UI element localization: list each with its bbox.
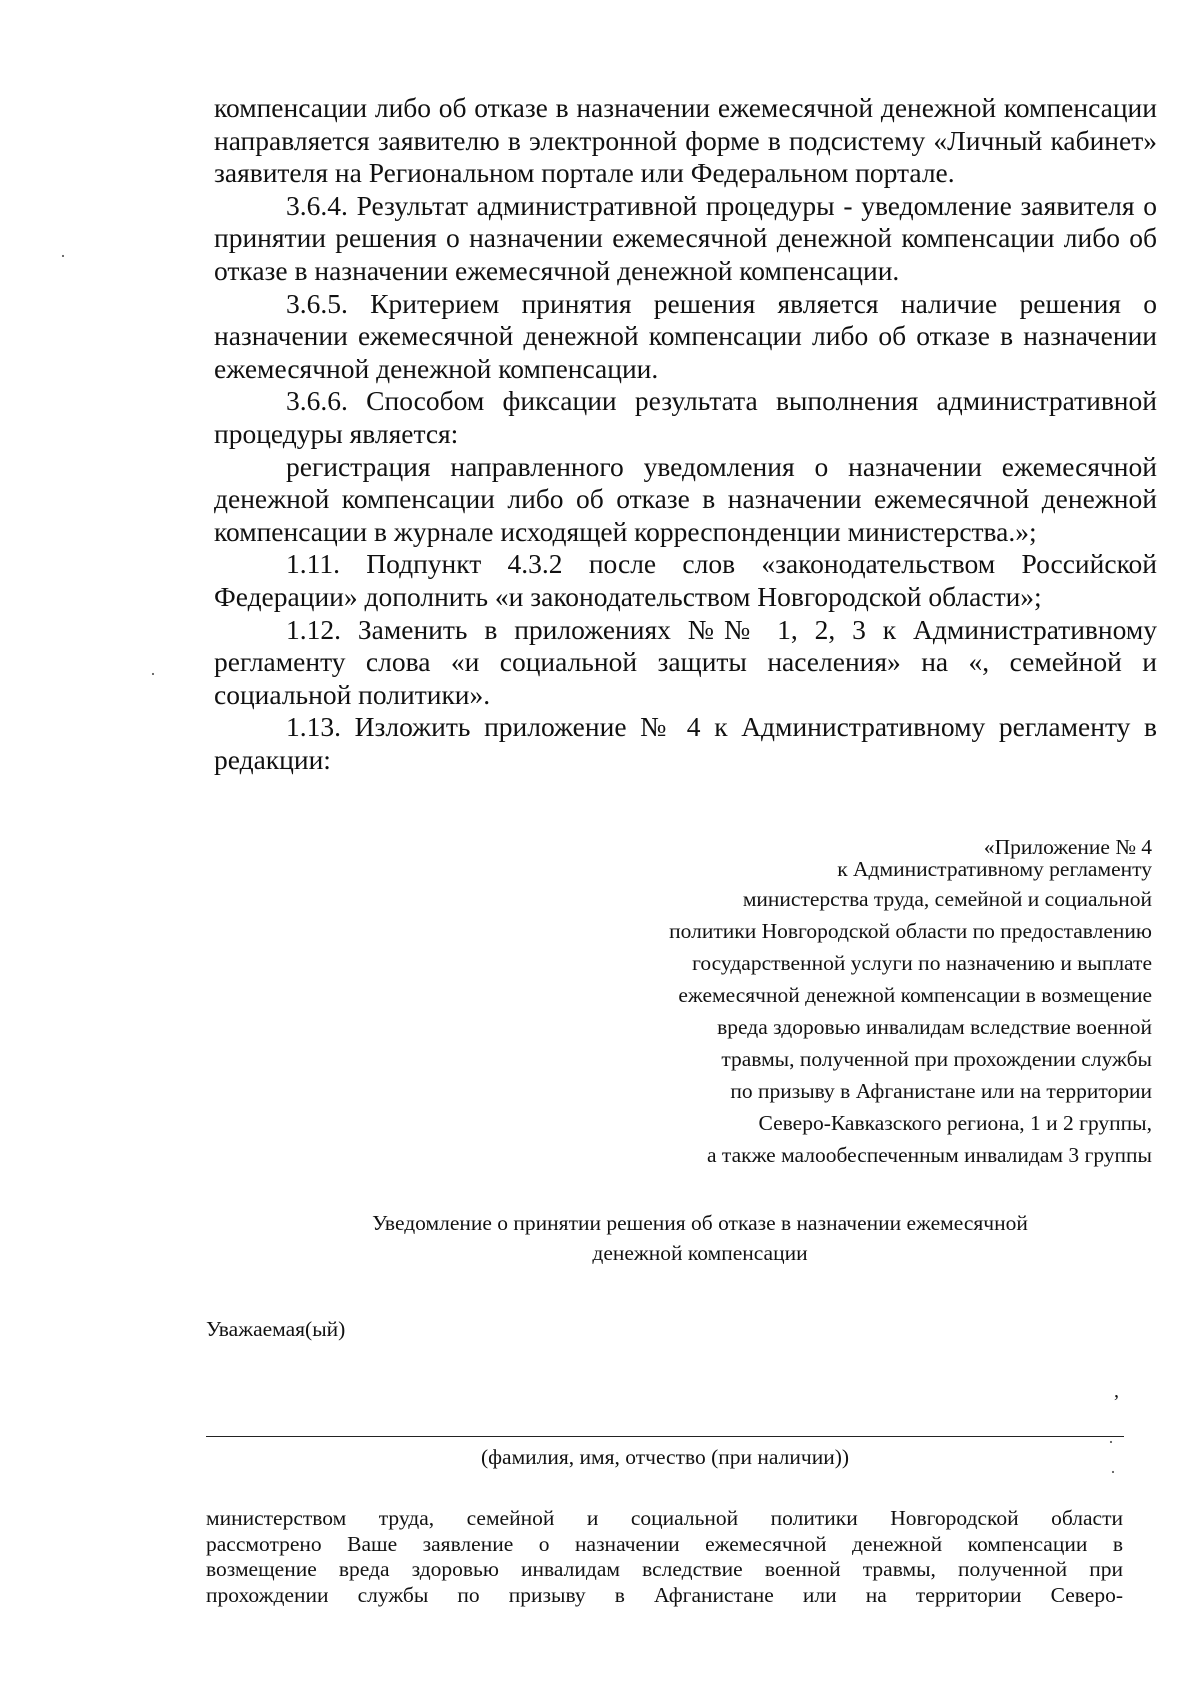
scan-speck: ·: [150, 664, 156, 684]
appendix-line: ежемесячной денежной компенсации в возмещение: [678, 983, 1152, 1007]
paragraph-registration: регистрация направленного уведомления о назначении ежемесячной денежной компенсации либо об отказе в назначении ежемесячной денежной компенсации в журнале исходящей корреспонденции министерства.»;: [214, 450, 1157, 547]
notice-body-line: министерством труда, семейной и социальной политики Новгородской области: [206, 1506, 1123, 1530]
notice-body: [206, 1506, 1123, 1608]
appendix-line: министерства труда, семейной и социальной: [742, 887, 1152, 911]
notice-body-line: рассмотрено Ваше заявление о назначении ежемесячной денежной компенсации в: [206, 1531, 1123, 1556]
paragraph-1-13: 1.13. Изложить приложение № 4 к Административному регламенту в редакции:: [214, 711, 1157, 775]
appendix-line: а также малообеспеченным инвалидам 3 группы: [707, 1143, 1152, 1167]
appendix-line: вреда здоровью инвалидам вследствие военной: [717, 1015, 1152, 1039]
paragraph-3-6-6: 3.6.6. Способом фиксации результата выполнения административной процедуры является:: [214, 385, 1157, 449]
appendix-line: по призыву в Афганистане или на территории: [730, 1079, 1152, 1103]
paragraph-1-12: 1.12. Заменить в приложениях №№ 1, 2, 3 к Административному регламенту слова «и социальной защиты населения» на «, семейной и социальной политики».: [214, 613, 1157, 710]
regulation-text: [214, 92, 1157, 776]
recipient-name-caption: (фамилия, имя, отчество (при наличии)): [480, 1445, 850, 1469]
notice-body-line: возмещение вреда здоровью инвалидам вследствие военной травмы, полученной при: [206, 1557, 1123, 1581]
appendix-line: к Административному регламенту: [837, 857, 1152, 881]
appendix-line: травмы, полученной при прохождении службы: [721, 1047, 1152, 1071]
appendix-line: государственной услуги по назначению и выплате: [692, 951, 1152, 975]
appendix-header-body: [532, 883, 1152, 1171]
paragraph-3-6-5: 3.6.5. Критерием принятия решения является наличие решения о назначении ежемесячной денежной компенсации либо об отказе в назначении ежемесячной денежной компенсации.: [214, 287, 1157, 384]
scan-speck: ·: [1108, 1432, 1114, 1452]
appendix-header-top: [532, 836, 1152, 880]
appendix-line: «Приложение № 4: [983, 835, 1152, 859]
appendix-line: политики Новгородской области по предоставлению: [669, 919, 1152, 943]
appendix-line: Северо-Кавказского региона, 1 и 2 группы,: [758, 1111, 1152, 1135]
scan-speck: ·: [1110, 1462, 1116, 1482]
notice-heading: [320, 1208, 1080, 1268]
paragraph-3-6-4: 3.6.4. Результат административной процедуры - уведомление заявителя о принятии решения о назначении ежемесячной денежной компенсации либо об отказе в назначении ежемесячной денежной компенсации.: [214, 189, 1157, 286]
salutation-comma: ,: [1114, 1380, 1119, 1402]
notice-heading-line: Уведомление о принятии решения об отказе в назначении ежемесячной: [372, 1211, 1028, 1235]
paragraph-continuation: компенсации либо об отказе в назначении ежемесячной денежной компенсации направляется заявителю в электронной форме в подсистему «Личный кабинет» заявителя на Региональном портале или Федеральном портале.: [214, 92, 1157, 189]
recipient-name-line: [206, 1436, 1124, 1437]
paragraph-1-11: 1.11. Подпункт 4.3.2 после слов «законодательством Российской Федерации» дополнить «и законодательством Новгородской области»;: [214, 548, 1157, 612]
notice-heading-line: денежной компенсации: [592, 1241, 808, 1265]
notice-body-line: прохождении службы по призыву в Афганистане или на территории Северо-: [206, 1582, 1123, 1607]
scan-speck: ·: [60, 246, 66, 266]
salutation: Уважаемая(ый): [206, 1317, 346, 1341]
